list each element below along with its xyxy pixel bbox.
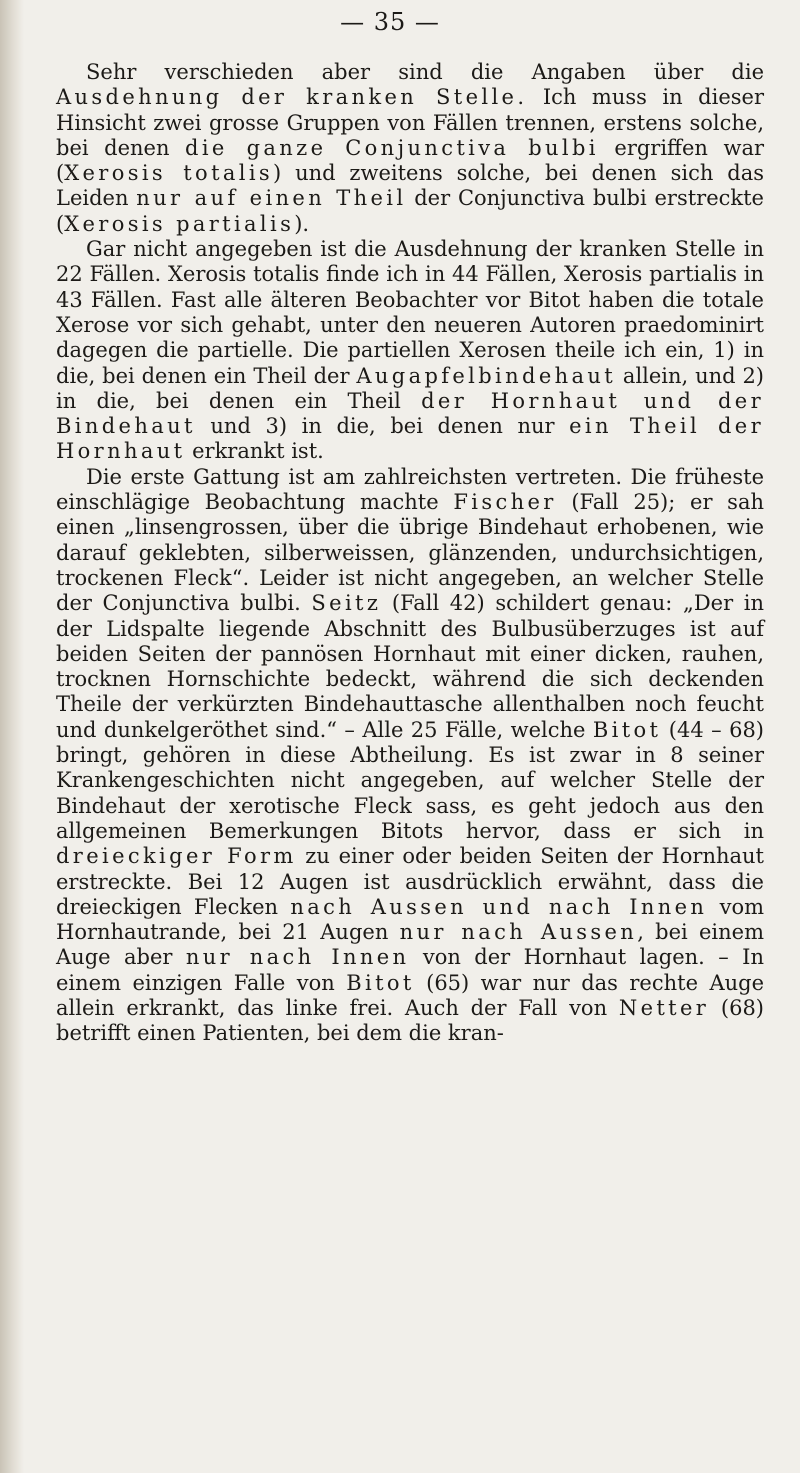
text-run: (65) war nur das rechte Auge allein erkrankt, das linke frei. Auch der Fall von [56,970,765,1020]
text-run: von der Hornhaut lagen. – In einem einzigen Falle von [56,945,765,995]
text-run: ) und zweitens solche, bei denen sich das Leiden [56,161,765,211]
spaced-emphasis: nur auf einen Theil [136,186,407,211]
text-run: allein, und 2) in die, bei denen ein Theil [56,363,764,413]
spaced-emphasis: der Hornhaut und der Bindehaut [56,388,764,439]
text-run: und 3) in die, bei denen nur [195,414,570,439]
text-run: Gar nicht angegeben ist die Ausdehnung der kranken Stelle in 22 Fällen. Xerosis totalis finde ich in 44 Fällen, Xerosis partialis in 43 Fällen. Fast alle älteren Beobachter vor Bitot haben die totale Xerose vor sich gehabt, unter den neueren Autoren praedominirt dagegen die partielle. Die partiellen Xerosen theile ich ein, 1) in die, bei denen ein Theil der [56,237,764,388]
text-run: Die erste Gattung ist am zahlreichsten vertreten. Die früheste einschlägige Beobachtung machte [56,464,764,515]
text-run: (Fall 42) schildert genau: „Der in der Lidspalte liegende Abschnitt des Bulbusüberzuges ist auf beiden Seiten der pannösen Hornhaut mit einer dicken, rauhen, trocknen Hornschichte bedeckt, während die sich deckenden Theile der verkürzten Bindehauttasche allenthalben noch feucht und dunkelgeröthet sind.“ – Alle 25 Fälle, welche [56,591,764,742]
text-run: (Fall 25); er sah einen „linsengrossen, über die übrige Bindehaut erhobenen, wie darauf geklebten, silberweissen, glänzenden, undurchsichtigen, trockenen Fleck“. Leider ist nicht angegeben, an welcher Stelle der Conjunctiva bulbi. [56,490,764,616]
text-run: Ich muss in dieser Hinsicht zwei grosse Gruppen von Fällen trennen, erstens solche, bei denen [56,85,764,160]
paragraph-extent [56,60,764,237]
paragraph-first-type [56,465,764,1047]
text-run: ). [294,211,310,236]
text-run: (68) betrifft einen Patienten, bei dem die kran- [56,995,764,1046]
spaced-emphasis: ein Theil der Hornhaut [56,414,764,464]
spaced-emphasis: nur nach Innen [185,945,410,970]
text-run: ergriffen war ( [56,135,764,186]
spaced-emphasis: Bitot [346,970,415,995]
spaced-emphasis: Seitz [311,591,382,616]
text-run: der Conjunctiva bulbi erstreckte ( [56,186,764,236]
text-run: , bei einem Auge aber [56,920,764,970]
text-run: vom Hornhautrande, bei 21 Augen [56,894,764,945]
spaced-emphasis: nur nach Aussen [399,920,638,945]
page-number: — 35 — [340,8,440,36]
text-run: (44 – 68) bringt, gehören in diese Abtheilung. Es ist zwar in 8 seiner Krankengeschichten nicht angegeben, auf welcher Stelle der Bindehaut der xerotische Fleck sass, es geht jedoch aus den allgemeinen Bemerkungen Bitots hervor, dass er sich in [56,717,764,843]
spaced-emphasis: Xerosis totalis [64,161,274,186]
spaced-emphasis: Netter [618,995,710,1020]
paragraph-partial-xerosis [56,237,764,465]
spaced-emphasis: Xerosis partialis [64,211,295,236]
text-run: erkrankt ist. [185,439,324,464]
spaced-emphasis: nach Aussen und nach Innen [290,894,708,919]
spaced-emphasis: Augapfelbindehaut [356,363,617,388]
spaced-emphasis: Fischer [453,490,557,515]
text-run: zu einer oder beiden Seiten der Hornhaut erstreckte. Bei 12 Augen ist ausdrücklich erwähnt, dass die dreieckigen Flecken [56,844,764,919]
text-run: Sehr verschieden aber sind die Angaben über die [86,60,764,84]
spaced-emphasis: dreieckiger Form [56,844,297,869]
body-text [56,60,764,1047]
binding-edge [0,0,24,1473]
spaced-emphasis: Ausdehnung der kranken Stelle. [56,85,528,110]
spaced-emphasis: die ganze Conjunctiva bulbi [185,135,599,160]
spaced-emphasis: Bitot [592,717,662,742]
